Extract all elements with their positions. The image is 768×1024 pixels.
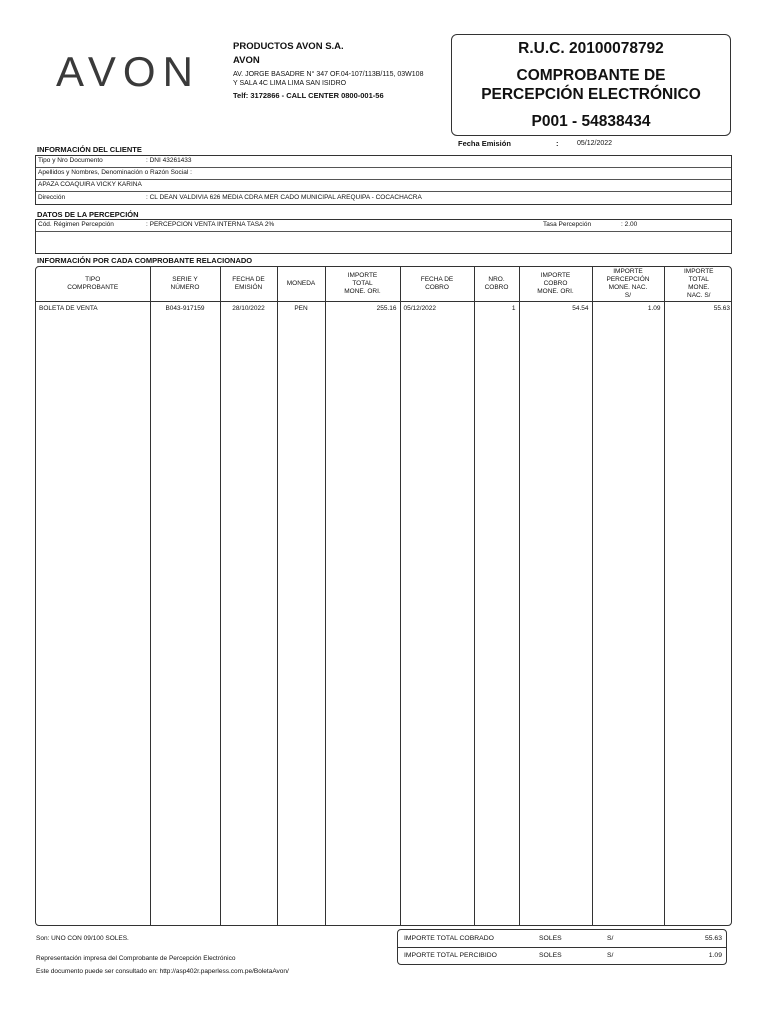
avon-logo-text: AVON xyxy=(56,48,200,94)
regimen-value: : PERCEPCION VENTA INTERNA TASA 2% xyxy=(146,221,275,228)
total-symbol: S/ xyxy=(607,952,614,959)
table-cell: 28/10/2022 xyxy=(220,302,277,926)
table-body xyxy=(36,302,732,926)
tasa-value: : 2.00 xyxy=(621,221,638,228)
table-cell: B043-917159 xyxy=(150,302,220,926)
cliente-nombre: APAZA COAQUIRA VICKY KARINA xyxy=(38,181,142,188)
nombres-label: Apellidos y Nombres, Denominación o Razón Social : xyxy=(38,169,192,176)
column-header-line: IMPORTE xyxy=(347,272,378,279)
column-header xyxy=(36,267,150,302)
document-title-line2: PERCEPCIÓN ELECTRÓNICO xyxy=(481,86,701,103)
column-header-line: MONE. xyxy=(688,284,710,291)
column-header xyxy=(277,267,325,302)
company-header xyxy=(233,40,344,68)
total-symbol: S/ xyxy=(607,935,614,942)
column-header-line: TOTAL xyxy=(688,276,709,283)
column-header xyxy=(150,267,220,302)
column-header-line: TOTAL xyxy=(352,280,373,287)
column-header-line: COBRO xyxy=(543,280,568,287)
direccion-label: Dirección xyxy=(38,194,66,201)
fecha-emision-value: 05/12/2022 xyxy=(577,140,613,147)
table-cell: 54.54 xyxy=(519,302,592,926)
cliente-box xyxy=(35,155,732,205)
column-header-line: FECHA DE xyxy=(232,276,265,283)
total-label: IMPORTE TOTAL PERCIBIDO xyxy=(404,952,497,959)
fecha-emision-colon: : xyxy=(556,139,559,148)
company-brand: AVON xyxy=(233,55,260,66)
cliente-section-title: INFORMACIÓN DEL CLIENTE xyxy=(37,145,142,154)
table-cell: 1.09 xyxy=(592,302,664,926)
percepcion-box xyxy=(35,219,732,254)
column-header-line: IMPORTE xyxy=(540,272,571,279)
comprobantes-section-title: INFORMACIÓN POR CADA COMPROBANTE RELACIONADO xyxy=(37,256,253,265)
column-header-line: IMPORTE xyxy=(684,268,714,275)
table-cell: BOLETA DE VENTA xyxy=(36,302,150,926)
column-header-line: NÚMERO xyxy=(170,284,200,291)
table-header-row xyxy=(36,267,732,302)
document-number: P001 - 54838434 xyxy=(531,113,651,130)
column-header-line: FECHA DE xyxy=(420,276,454,283)
column-header-line: EMISIÓN xyxy=(234,284,263,291)
document-title xyxy=(452,66,730,104)
column-header xyxy=(400,267,474,302)
address-line2: Y SALA 4C LIMA LIMA SAN ISIDRO xyxy=(233,80,347,87)
comprobantes-table xyxy=(36,267,732,925)
table-row xyxy=(36,302,732,926)
tasa-label: Tasa Percepción xyxy=(543,221,592,228)
total-currency: SOLES xyxy=(539,935,562,942)
total-currency: SOLES xyxy=(539,952,562,959)
column-header xyxy=(220,267,277,302)
table-cell: PEN xyxy=(277,302,325,926)
total-cobrado-row xyxy=(398,930,726,948)
total-label: IMPORTE TOTAL COBRADO xyxy=(404,935,494,942)
total-amount: 55.63 xyxy=(704,935,722,942)
company-address xyxy=(233,70,453,88)
column-header-line: IMPORTE xyxy=(613,268,643,275)
comprobantes-table-box xyxy=(35,266,732,926)
column-header-line: COMPROBANTE xyxy=(67,284,119,291)
total-amount: 1.09 xyxy=(708,952,722,959)
total-percibido-row xyxy=(398,947,726,964)
totals-box xyxy=(397,929,727,965)
column-header-line: MONEDA xyxy=(286,280,316,287)
column-header-line: TIPO xyxy=(85,276,101,283)
column-header-line: NAC. S/ xyxy=(687,292,711,299)
column-header xyxy=(519,267,592,302)
footer-consulta: Este documento puede ser consultado en: http://asp402r.paperless.com.pe/BoletaAvon/ xyxy=(36,968,289,975)
column-header-line: MONE. NAC. xyxy=(608,284,648,291)
column-header-line: MONE. ORI. xyxy=(537,288,574,295)
table-cell: 55.63 xyxy=(713,305,730,312)
column-header xyxy=(664,267,732,302)
avon-logo xyxy=(56,48,216,94)
column-header-line: MONE. ORI. xyxy=(344,288,381,295)
column-header xyxy=(592,267,664,302)
column-header-line: PERCEPCIÓN xyxy=(606,276,650,283)
column-header-line: NRO. xyxy=(488,276,505,283)
regimen-label: Cód. Régimen Percepción xyxy=(38,221,114,228)
column-header xyxy=(474,267,519,302)
document-id-box xyxy=(451,34,731,136)
column-header xyxy=(325,267,400,302)
tipo-documento-value: : DNI 43261433 xyxy=(146,157,192,164)
fecha-emision-label: Fecha Emisión xyxy=(458,139,511,148)
tipo-documento-label: Tipo y Nro Documento xyxy=(38,157,103,164)
direccion-value: : CL DEAN VALDIVIA 626 MEDIA CDRA MER CADO MUNICIPAL AREQUIPA - COCACHACRA xyxy=(146,194,422,201)
amount-in-words: Son: UNO CON 09/100 SOLES. xyxy=(36,935,129,942)
column-header-line: SERIE Y xyxy=(172,276,198,283)
company-name: PRODUCTOS AVON S.A. xyxy=(233,41,344,52)
percepcion-section-title: DATOS DE LA PERCEPCIÓN xyxy=(37,210,139,219)
column-header-line: COBRO xyxy=(425,284,449,291)
ruc-number: R.U.C. 20100078792 xyxy=(518,40,664,57)
address-line1: AV. JORGE BASADRE N° 347 OF.04-107/113B/115, 03W108 xyxy=(233,71,424,78)
table-cell: 1 xyxy=(474,302,519,926)
footer-representacion: Representación impresa del Comprobante de Percepción Electrónico xyxy=(36,955,236,962)
column-header-line: COBRO xyxy=(484,284,509,291)
table-cell: 255.16 xyxy=(325,302,400,926)
document-title-line1: COMPROBANTE DE xyxy=(516,67,666,84)
table-cell: 05/12/2022 xyxy=(400,302,474,926)
column-header-line: S/ xyxy=(624,292,632,299)
company-phone: Telf: 3172866 - CALL CENTER 0800-001-56 xyxy=(233,91,384,100)
